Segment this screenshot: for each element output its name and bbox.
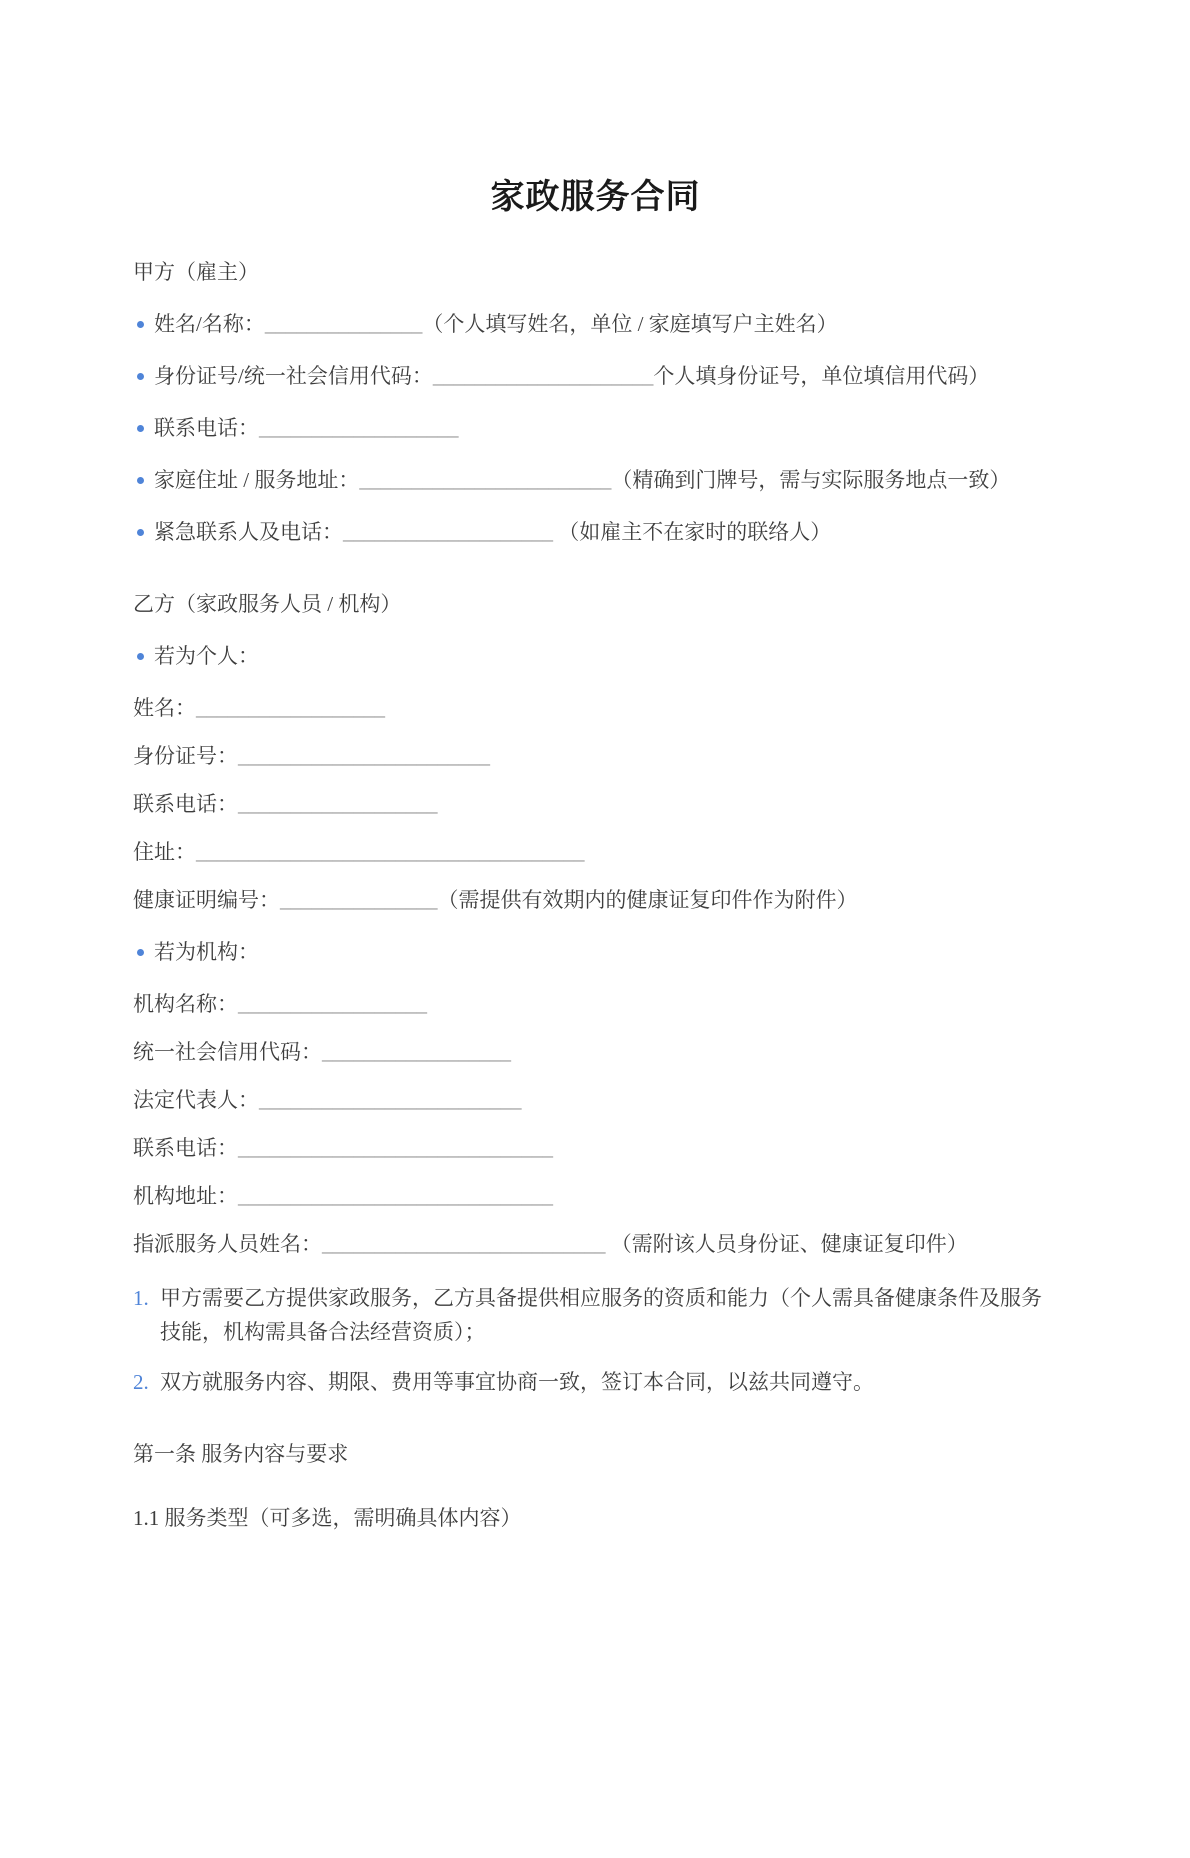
- bullet-label: 若为个人：: [154, 644, 259, 668]
- individual-id-row: [133, 739, 1058, 773]
- org-assigned-staff-row: [133, 1227, 1058, 1261]
- field-line: [154, 411, 1058, 445]
- field-note: （个人填写姓名，单位 / 家庭填写户主姓名）: [422, 312, 838, 336]
- fill-in-blank: ___________________: [259, 416, 459, 440]
- field-label: 联系电话：: [133, 1136, 238, 1160]
- field-label: 紧急联系人及电话：: [154, 520, 343, 544]
- party-a-address-row: [133, 463, 1058, 497]
- fill-in-blank: ________________________: [359, 468, 612, 492]
- bullet-icon: [137, 949, 144, 956]
- party-a-heading: 甲方（雇主）: [133, 260, 259, 284]
- clause-1-1-heading: 1.1 服务类型（可多选，需明确具体内容）: [133, 1506, 522, 1530]
- field-label: 机构地址：: [133, 1184, 238, 1208]
- field-note: （如雇主不在家时的联络人）: [553, 520, 832, 544]
- field-label: 统一社会信用代码：: [133, 1040, 322, 1064]
- bullet-icon: [137, 529, 144, 536]
- preamble-item-1: [133, 1281, 1058, 1349]
- preamble-list: [133, 1281, 1058, 1399]
- field-label: 住址：: [133, 840, 196, 864]
- field-label: 家庭住址 / 服务地址：: [154, 468, 360, 492]
- org-credit-code-row: [133, 1035, 1058, 1069]
- individual-health-cert-row: [133, 883, 1058, 917]
- article-1-heading: 第一条 服务内容与要求: [133, 1442, 349, 1466]
- fill-in-blank: _______________: [280, 888, 438, 912]
- party-b-heading: 乙方（家政服务人员 / 机构）: [133, 592, 402, 616]
- org-name-row: [133, 987, 1058, 1021]
- field-note: 个人填身份证号，单位填信用代码）: [653, 364, 990, 388]
- field-label: 联系电话：: [154, 416, 259, 440]
- org-legal-rep-row: [133, 1083, 1058, 1117]
- field-line: [154, 515, 1058, 549]
- fill-in-blank: ___________________________: [322, 1232, 606, 1256]
- list-number: 1.: [133, 1286, 149, 1310]
- field-label: 法定代表人：: [133, 1088, 259, 1112]
- contract-document-page: [0, 175, 1190, 1858]
- fill-in-blank: _____________________: [432, 364, 654, 388]
- list-number: 2.: [133, 1370, 149, 1394]
- bullet-icon: [137, 373, 144, 380]
- fill-in-blank: _________________________: [259, 1088, 522, 1112]
- fill-in-blank: _____________________________________: [196, 840, 585, 864]
- field-line: [154, 307, 1058, 341]
- field-line: [154, 463, 1058, 497]
- individual-address-row: [133, 835, 1058, 869]
- fill-in-blank: ______________________________: [238, 1136, 553, 1160]
- bullet-icon: [137, 653, 144, 660]
- field-label: 姓名/名称：: [154, 312, 265, 336]
- individual-name-row: [133, 691, 1058, 725]
- field-label: 身份证号/统一社会信用代码：: [154, 364, 433, 388]
- fill-in-blank: ______________________________: [238, 1184, 553, 1208]
- field-label: 指派服务人员姓名：: [133, 1232, 322, 1256]
- party-a-name-row: [133, 307, 1058, 341]
- org-phone-row: [133, 1131, 1058, 1165]
- list-text: 甲方需要乙方提供家政服务，乙方具备提供相应服务的资质和能力（个人需具备健康条件及服务技能，机构需具备合法经营资质）；: [160, 1286, 1042, 1344]
- party-a-emergency-row: [133, 515, 1058, 549]
- preamble-item-2: [133, 1365, 1058, 1399]
- document-title: 家政服务合同: [490, 179, 701, 216]
- field-label: 联系电话：: [133, 792, 238, 816]
- fill-in-blank: __________________: [196, 696, 385, 720]
- fill-in-blank: ____________________: [343, 520, 553, 544]
- bullet-icon: [137, 321, 144, 328]
- bullet-label: 若为机构：: [154, 940, 259, 964]
- field-label: 姓名：: [133, 696, 196, 720]
- fill-in-blank: _______________: [264, 312, 423, 336]
- fill-in-blank: __________________: [322, 1040, 511, 1064]
- field-label: 机构名称：: [133, 992, 238, 1016]
- party-a-id-row: [133, 359, 1058, 393]
- party-b-organization-bullet: [133, 935, 1058, 969]
- bullet-icon: [137, 477, 144, 484]
- bullet-icon: [137, 425, 144, 432]
- individual-phone-row: [133, 787, 1058, 821]
- party-a-phone-row: [133, 411, 1058, 445]
- list-text: 双方就服务内容、期限、费用等事宜协商一致，签订本合同，以兹共同遵守。: [160, 1370, 874, 1394]
- fill-in-blank: ________________________: [238, 744, 490, 768]
- org-address-row: [133, 1179, 1058, 1213]
- field-line: [154, 359, 1058, 393]
- party-b-individual-bullet: [133, 639, 1058, 673]
- field-note: （需附该人员身份证、健康证复印件）: [605, 1232, 968, 1256]
- field-note: （需提供有效期内的健康证复印件作为附件）: [437, 888, 858, 912]
- field-label: 身份证号：: [133, 744, 238, 768]
- field-label: 健康证明编号：: [133, 888, 280, 912]
- field-note: （精确到门牌号，需与实际服务地点一致）: [611, 468, 1011, 492]
- fill-in-blank: __________________: [238, 992, 427, 1016]
- fill-in-blank: ___________________: [238, 792, 438, 816]
